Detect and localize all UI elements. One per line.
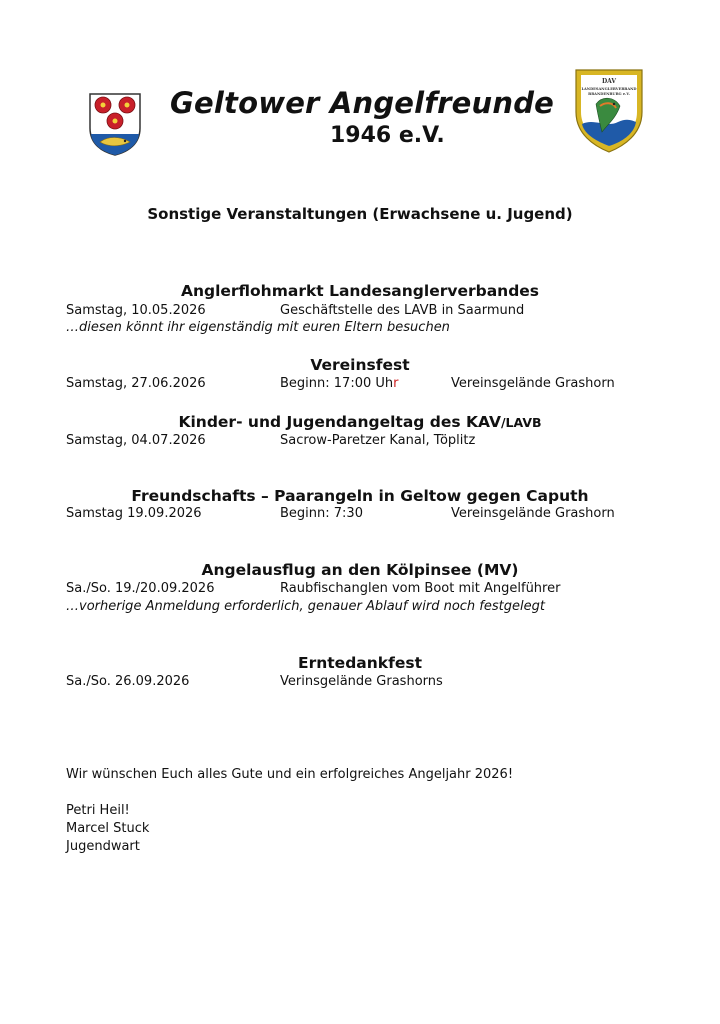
event-location: Sacrow-Paretzer Kanal, Töplitz [280,433,476,448]
event-title-main: Kinder- und Jugendangeltag des KAV [178,413,501,431]
club-name: Geltower Angelfreunde [170,86,555,120]
signer-role: Jugendwart [66,839,140,854]
event-date: Samstag, 04.07.2026 [66,433,206,448]
event-location: Verinsgelände Grashorns [280,674,443,689]
event-date: Samstag 19.09.2026 [66,506,202,521]
event-date: Sa./So. 19./20.09.2026 [66,581,215,596]
logo-text-dav: DAV [601,78,617,85]
event-title: Vereinsfest [310,356,410,374]
event-title: Freundschafts – Paarangeln in Geltow gegen Caputh [131,487,589,505]
event-location: Vereinsgelände Grashorn [451,506,615,521]
dav-landesanglerverband-logo [572,66,646,154]
event-title [0,413,720,431]
event-time-suffix: r [393,376,399,391]
event-date: Samstag, 27.06.2026 [66,376,206,391]
logo-text-line1: LANDESANGLERVERBAND [581,87,637,91]
event-title: Angelausflug an den Kölpinsee (MV) [201,561,519,579]
event-time [280,376,398,391]
event-title: Erntedankfest [298,654,422,672]
event-title-small: /LAVB [500,415,542,430]
section-title: Sonstige Veranstaltungen (Erwachsene u. Jugend) [147,205,573,223]
logo-text-line2: BRANDENBURG e.V. [588,92,630,96]
geltow-coat-of-arms-emblem [88,92,142,156]
event-time-text: Beginn: 17:00 Uh [280,376,394,391]
event-info: Raubfischanglen vom Boot mit Angelführer [280,581,561,596]
signer-name: Marcel Stuck [66,821,150,836]
event-location: Geschäftstelle des LAVB in Saarmund [280,303,525,318]
event-note: …vorherige Anmeldung erforderlich, genauer Ablauf wird noch festgelegt [66,599,545,614]
event-date: Sa./So. 26.09.2026 [66,674,190,689]
event-time: Beginn: 7:30 [280,506,363,521]
event-title: Anglerflohmarkt Landesanglerverbandes [180,282,540,300]
closing-wish: Wir wünschen Euch alles Gute und ein erfolgreiches Angeljahr 2026! [66,767,514,782]
club-year: 1946 e.V. [330,123,445,148]
closing-greeting: Petri Heil! [66,803,130,818]
event-note: …diesen könnt ihr eigenständig mit euren Eltern besuchen [66,320,450,335]
event-date: Samstag, 10.05.2026 [66,303,206,318]
event-location: Vereinsgelände Grashorn [451,376,615,391]
